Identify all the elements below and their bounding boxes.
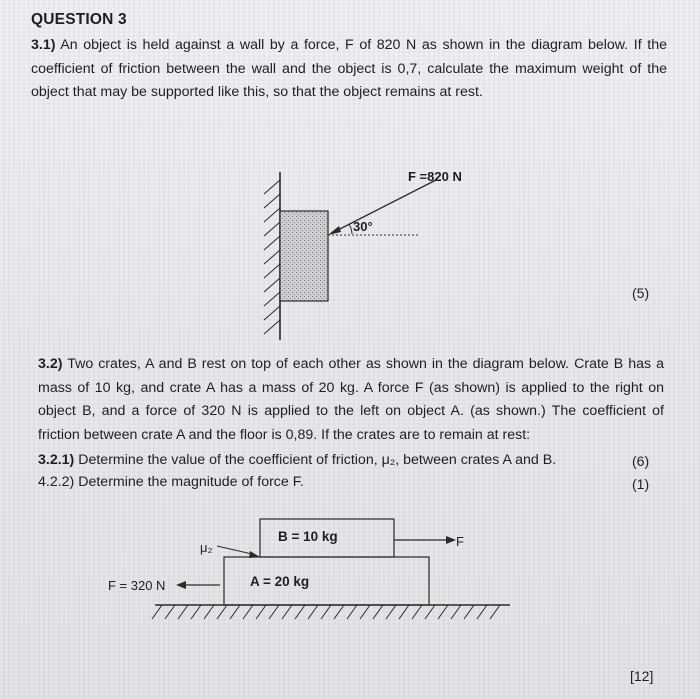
question-3-1-number: 3.1) [31,37,56,53]
mu-2-pointer-arrowhead [249,551,260,558]
question-title: QUESTION 3 [31,11,127,28]
question-3-2-1-marks: (6) [632,453,650,469]
force-f-arrowhead [446,536,456,544]
crate-b-label: B = 10 kg [278,529,338,544]
question-3-1-marks: (5) [632,285,650,301]
angle-label: 30° [353,219,373,234]
mu-2-pointer-line [217,546,252,554]
question-3-2-1-number: 3.2.1) [38,452,75,468]
force-320-label: F = 320 N [108,578,166,593]
total-marks: [12] [630,668,654,684]
wall-block-diagram [240,160,510,350]
question-3-2-text [38,353,664,447]
force-320-arrowhead [176,581,186,589]
wall-hatching [264,172,280,340]
question-3-2-1-text: Determine the value of the coefficient of friction, μ₂, between crates A and B. [78,452,557,468]
question-3-2-number: 3.2) [38,356,63,372]
force-arrowhead [328,226,341,235]
force-line [332,180,436,233]
question-3-2-1 [38,452,556,468]
question-3-1-text [31,34,667,105]
question-3-2-body: Two crates, A and B rest on top of each other as shown in the diagram below. Crate B has a mass of 10 kg, and crate A has a mass of 20 kg. A force F (as shown) is applied to the right on object B, and a force of 320 N is applied to the left on object A. (as shown.) The coefficient of friction between crate A and the floor is 0,89. If the crates are to remain at rest: [38,356,665,443]
question-4-2-2-marks: (1) [632,476,650,492]
force-f-label: F [456,534,464,549]
block [280,211,328,301]
force-label: F =820 N [408,169,462,184]
crates-diagram [100,505,530,635]
floor-hatching [152,605,500,619]
question-4-2-2-number: 4.2.2) [38,474,75,490]
question-4-2-2-text: Determine the magnitude of force F. [78,474,304,490]
angle-arc [349,224,352,234]
question-4-2-2 [38,474,304,490]
question-3-1-body: An object is held against a wall by a force, F of 820 N as shown in the diagram below. If the coefficient of friction between the wall and the object is 0,7, calculate the maximum weight of the object that may be supported like this, so that the object remains at rest. [31,37,667,100]
mu-2-label: μ₂ [200,540,213,555]
crate-a-label: A = 20 kg [250,574,310,589]
